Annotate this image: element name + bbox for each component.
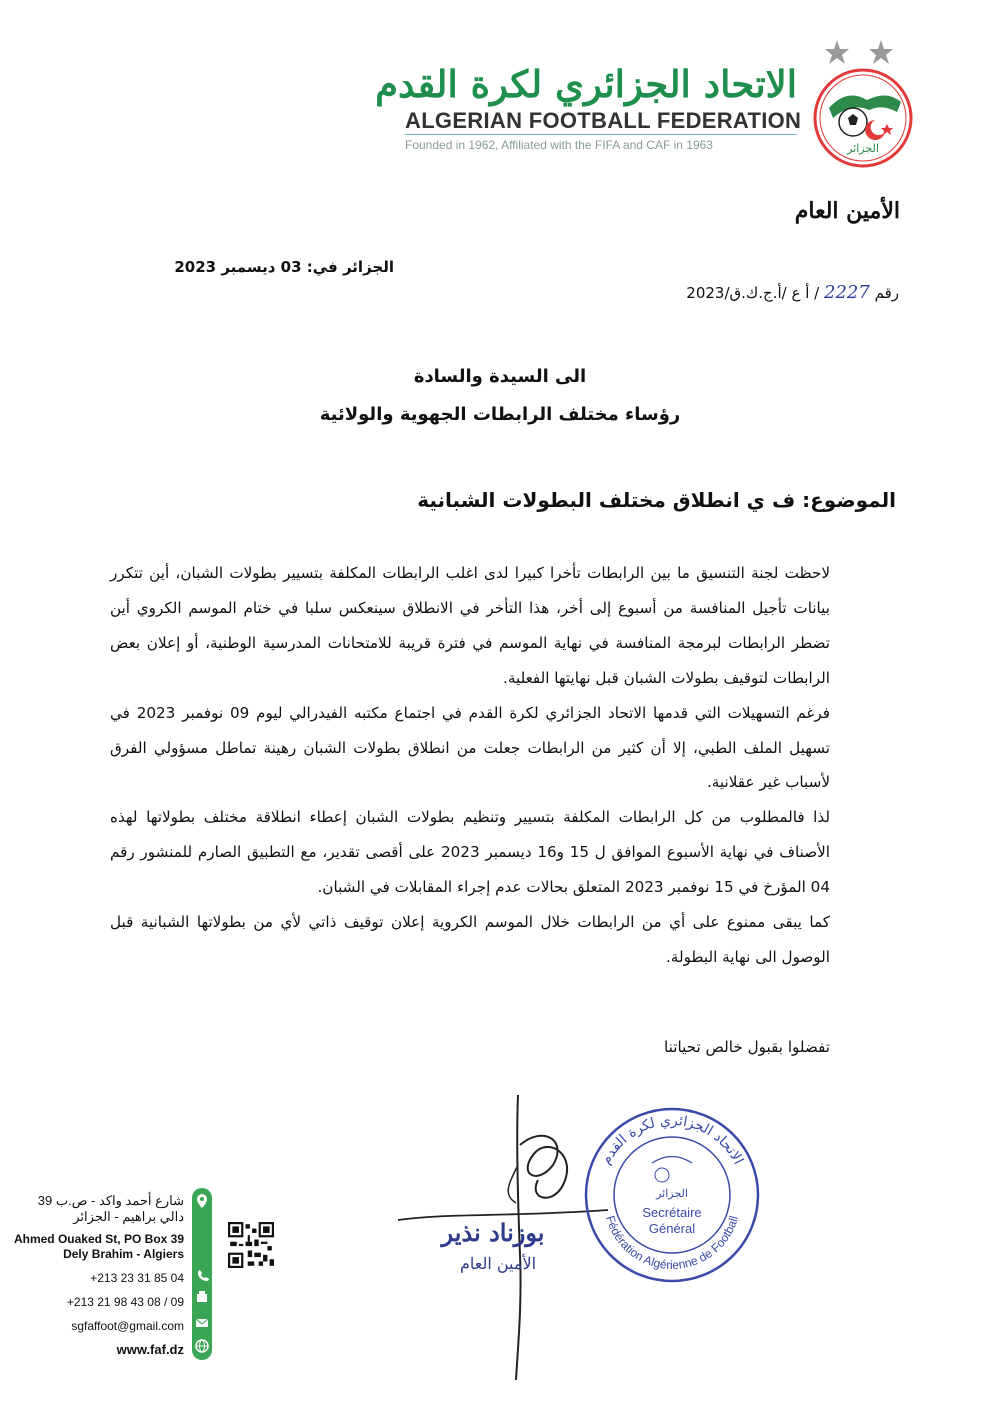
letter-date: الجزائر في: 03 ديسمبر 2023 bbox=[174, 258, 394, 276]
signatory-name: بوزناد نذير bbox=[441, 1218, 545, 1247]
addressee-line-2: رؤساء مختلف الرابطات الجهوية والولائية bbox=[319, 404, 681, 425]
letter-subject: الموضوع: ف ي انطلاق مختلف البطولات الشبانية bbox=[417, 488, 896, 512]
stamp-outer-arabic: الاتحاد الجزائري لكرة القدم bbox=[597, 1112, 747, 1168]
founded-tagline: Founded in 1962, Affiliated with the FIFA and CAF in 1963 bbox=[405, 138, 713, 152]
footer-address-arabic-1: شارع أحمد واكد - ص.ب 39 bbox=[37, 1193, 184, 1208]
reference-suffix: / أ ع /أ.ج.ك.ق/2023 bbox=[686, 284, 820, 302]
header-divider bbox=[405, 134, 797, 135]
letter-body bbox=[110, 556, 830, 975]
stamp-inner-line-1: Secrétaire bbox=[642, 1205, 702, 1220]
faf-crest-logo bbox=[807, 28, 919, 168]
body-paragraph: لذا فالمطلوب من كل الرابطات المكلفة بتسيير وتنظيم بطولات الشبان إعطاء انطلاقة مختلف بطولاتها لهذه الأصناف في نهاية الأسبوع الموافق ل 15 و16 ديسمبر 2023 على أقصى تقدير، مع التطبيق الصارم للمنشور رقم 04 المؤرخ في 15 نوفمبر 2023 المتعلق بحالات عدم إجراء المقابلات في الشبان. bbox=[110, 808, 830, 897]
qr-code bbox=[228, 1222, 274, 1268]
office-title: الأمين العام bbox=[794, 198, 900, 224]
reference-handwritten-number: 2227 bbox=[824, 282, 870, 303]
email-icon bbox=[196, 1319, 208, 1327]
org-name-english: ALGERIAN FOOTBALL FEDERATION bbox=[405, 108, 802, 133]
body-paragraph: فرغم التسهيلات التي قدمها الاتحاد الجزائري لكرة القدم في اجتماع مكتبه الفيدرالي ليوم 09 نوفمبر 2023 في تسهيل الملف الطبي، إلا أن كثير من الرابطات جعلت من انطلاق بطولات الشبان رهينة تماطل مسؤولي الفرق لأسباب غير عقلانية. bbox=[110, 703, 830, 792]
body-paragraph: لاحظت لجنة التنسيق ما بين الرابطات تأخرا كبيرا لدى اغلب الرابطات المكلفة بتسيير بطولات الشبان، أين تتكرر بيانات تأجيل المنافسة من أسبوع إلى أخر، هذا التأخر في الانطلاق سينعكس سلبا في ختام الموسم الكروي أين تضطر الرابطات لبرمجة المنافسة في نهاية الموسم في فترة قريبة للامتحانات المدرسية الوطنية، أو إعلان بعض الرابطات لتوقيف بطولات الشبان قبل نهايتها الفعلية. bbox=[110, 564, 830, 687]
addressee-line-1: الى السيدة والسادة bbox=[413, 366, 587, 387]
footer-website: www.faf.dz bbox=[116, 1342, 184, 1357]
footer-fax: +213 21 98 43 08 / 09 bbox=[66, 1295, 184, 1309]
body-paragraph: كما يبقى ممنوع على أي من الرابطات خلال الموسم الكروية إعلان توقيف ذاتي لأي من بطولاتها الشبانية قبل الوصول الى نهاية البطولة. bbox=[110, 913, 830, 966]
logo-caption: الجزائر bbox=[847, 142, 879, 155]
stamp-inner-line-2: Général bbox=[648, 1221, 696, 1236]
org-name-arabic: الاتحاد الجزائري لكرة القدم bbox=[375, 62, 797, 106]
reference-prefix: رقم bbox=[874, 284, 899, 302]
signatory-title: الأمين العام bbox=[459, 1254, 537, 1273]
footer-address-english-2: Dely Brahim - Algiers bbox=[63, 1247, 184, 1261]
footer-email: sgfaffoot@gmail.com bbox=[71, 1319, 184, 1333]
footer-address-arabic-2: دالي براهيم - الجزائر bbox=[73, 1209, 184, 1224]
stamp-outer-french: Fédération Algérienne de Football bbox=[602, 1214, 741, 1273]
footer-phone: +213 23 31 85 04 bbox=[90, 1271, 184, 1285]
footer-icon-bar bbox=[192, 1188, 212, 1360]
official-stamp bbox=[582, 1105, 762, 1285]
closing-salutation: تفضلوا بقبول خالص تحياتنا bbox=[664, 1038, 830, 1056]
reference-number bbox=[686, 282, 899, 303]
footer-address-english-1: Ahmed Ouaked St, PO Box 39 bbox=[13, 1232, 184, 1246]
svg-text:الاتحاد الجزائري لكرة القدم bbox=[598, 1113, 746, 1167]
stamp-inner-arabic: الجزائر bbox=[656, 1187, 688, 1200]
